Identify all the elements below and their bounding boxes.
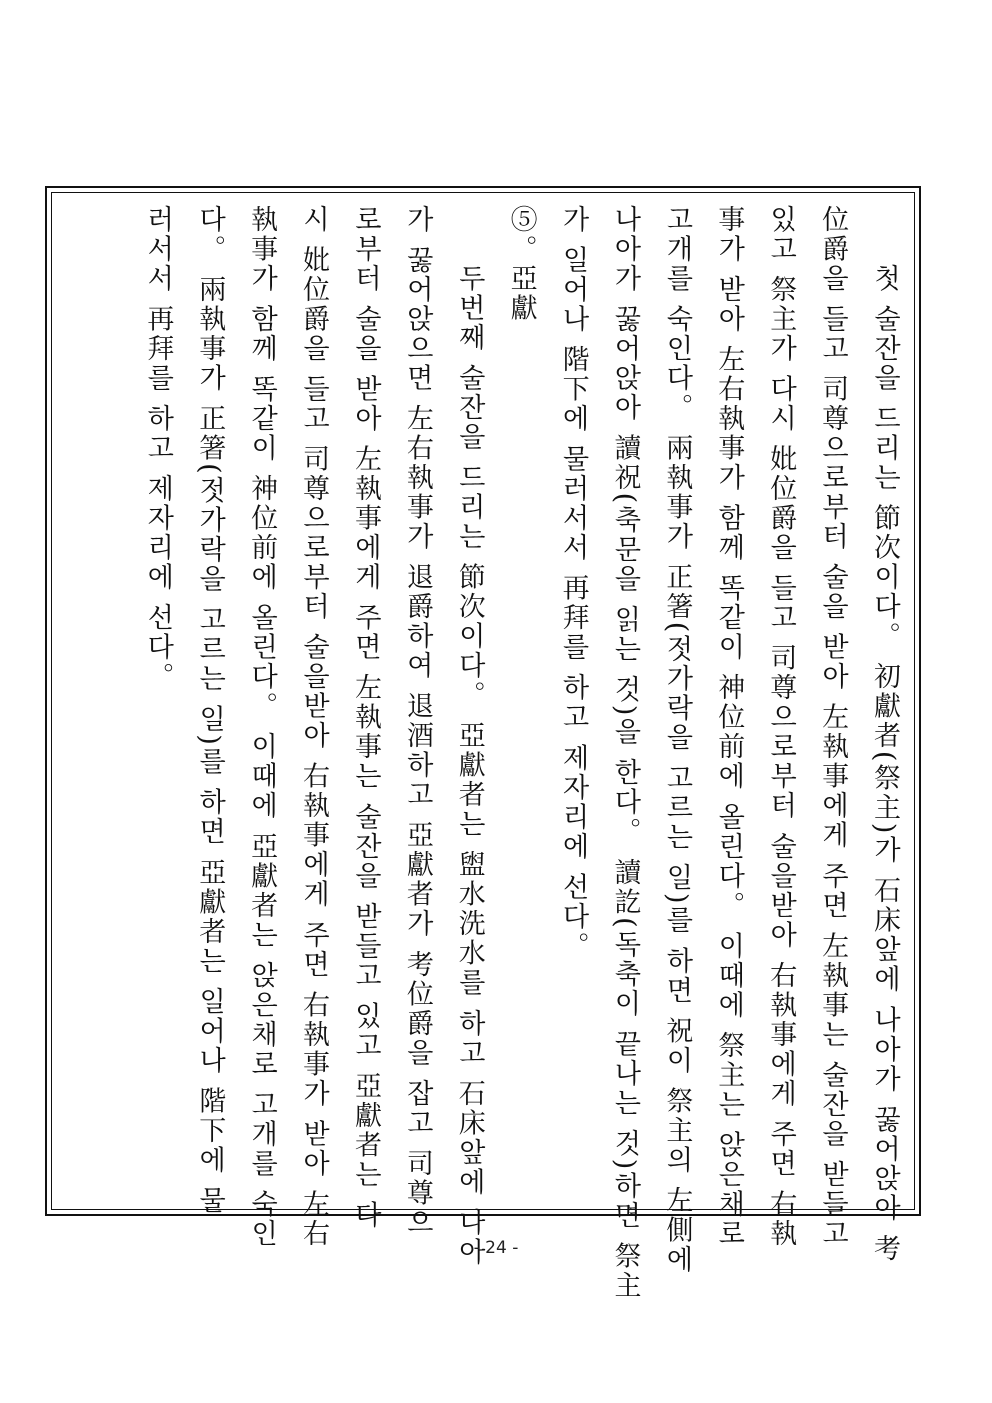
- text-line: 位爵을 들고 司尊으로부터 술을 받아 左執事에게 주면 左執事는 술잔을 받들고: [817, 205, 849, 1249]
- text-line: 러서서 再拜를 하고 제자리에 선다。: [142, 205, 174, 692]
- page-number: - 24 -: [473, 1238, 519, 1258]
- section-heading: 두번째 술잔을 드리는 節次이다。 亞獻者는 盥水洗水를 하고 石床앞에 나아: [453, 205, 485, 1268]
- text-line: 나아가 꿇어앉아 讀祝(축문을 읽는 것)을 한다。 讀訖(독축이 끝나는 것)하면 祭主: [609, 205, 641, 1301]
- text-line: 가 일어나 階下에 물러서서 再拜를 하고 제자리에 선다。: [557, 205, 589, 962]
- text-line: 첫 술잔을 드리는 節次이다。 初獻者(祭主)가 石床앞에 나아가 꿇어앉아 考: [869, 205, 900, 1264]
- text-line: 事가 받아 左右執事가 함께 똑같이 神位前에 올린다。 이때에 祭主는 앉은채로: [713, 205, 745, 1249]
- text-line: 로부터 술을 받아 左執事에게 주면 左執事는 술잔을 받들고 있고 亞獻者는 다: [349, 205, 381, 1231]
- text-line: 고개를 숙인다。 兩執事가 正箸(젓가락을 고르는 일)를 하면 祝이 祭主의 左側에: [661, 205, 693, 1275]
- text-line: ⑤。亞獻: [505, 205, 537, 323]
- text-line: 있고 祭主가 다시 妣位爵을 들고 司尊으로부터 술을받아 右執事에게 주면 右執: [765, 205, 797, 1249]
- text-line: 시 妣位爵을 들고 司尊으로부터 술을받아 右執事에게 주면 右執事가 받아 左右: [298, 205, 330, 1249]
- text-line: 다。 兩執事가 正箸(젓가락을 고르는 일)를 하면 亞獻者는 일어나 階下에 물: [194, 205, 226, 1216]
- text-line: 執事가 함께 똑같이 神位前에 올린다。 이때에 亞獻者는 앉은채로 고개를 숙인: [246, 205, 278, 1249]
- text-line: 가 꿇어앉으면 左右執事가 退爵하여 退酒하고 亞獻者가 考位爵을 잡고 司尊으: [401, 205, 433, 1238]
